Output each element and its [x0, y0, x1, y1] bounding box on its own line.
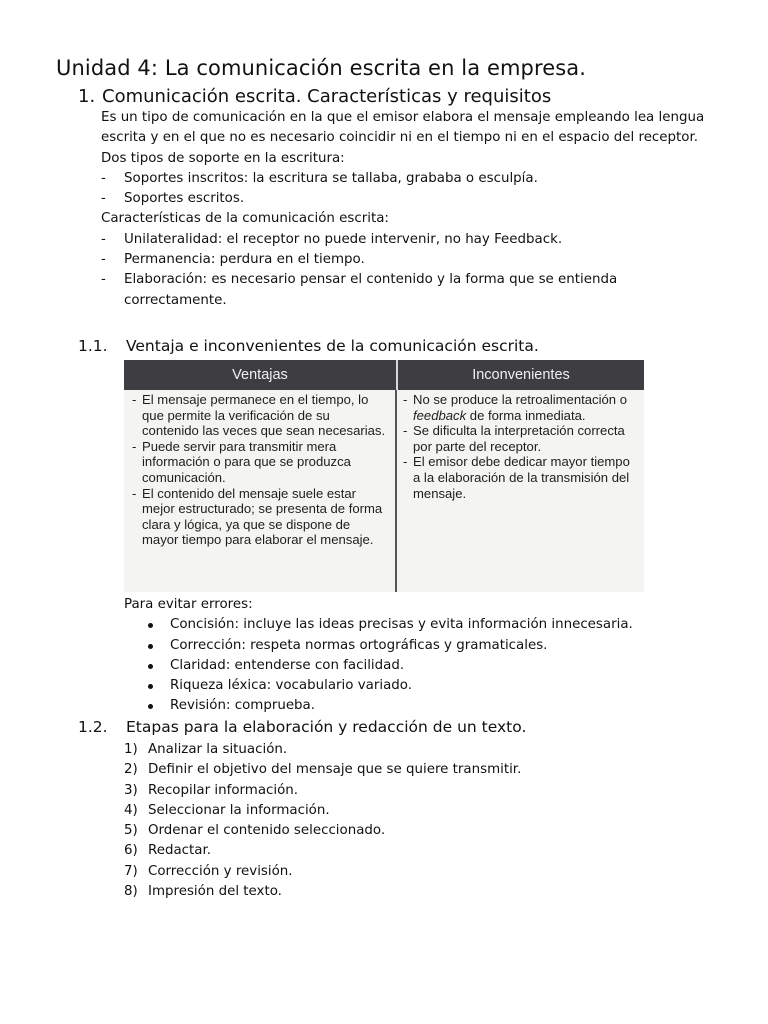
characteristics-label: Características de la comunicación escrita: [101, 211, 389, 227]
section-1-heading [78, 86, 551, 107]
table-divider [395, 390, 397, 592]
avoid-errors-item: Revisión: comprueba. [124, 696, 724, 716]
step-item: 2) Definir el objetivo del mensaje que se quiere transmitir. [124, 762, 522, 778]
ventaja-item: - El contenido del mensaje suele estar mejor estructurado; se presenta de forma clara y lógica, ya que se dispone de mayor tiempo para elaborar el mensaje. [132, 485, 383, 548]
characteristics-item: - Unilateralidad: el receptor no puede intervenir, no hay Feedback. [101, 230, 721, 250]
steps-block [124, 740, 724, 902]
supports-list [101, 169, 721, 210]
inconvenientes-column [403, 392, 639, 501]
inconveniente-item: - Se dificulta la interpretación correcta por parte del receptor. [403, 423, 625, 454]
step-item: 6) Redactar. [124, 843, 211, 859]
inconveniente-item: - No se produce la retroalimentación o feedback de forma inmediata. [403, 392, 627, 423]
avoid-errors-item: Riqueza léxica: vocabulario variado. [124, 676, 724, 696]
supports-item: - Soportes inscritos: la escritura se tallaba, grababa o esculpía. [101, 169, 721, 189]
characteristics-list [101, 230, 721, 311]
advantages-table-image [124, 360, 644, 592]
step-item: 5) Ordenar el contenido seleccionado. [124, 823, 386, 839]
section-1-body [101, 108, 721, 311]
avoid-errors-block [124, 595, 724, 717]
section-1-intro: Es un tipo de comunicación en la que el emisor elabora el mensaje empleando lea lengua escrita y en el que no es necesario coincidir ni en el tiempo ni en el espacio del receptor. [101, 110, 705, 146]
supports-item: - Soportes escritos. [101, 189, 721, 209]
supports-label: Dos tipos de soporte en la escritura: [101, 150, 345, 166]
section-1-2-title: Etapas para la elaboración y redacción de un texto. [126, 718, 527, 736]
header-ventajas: Ventajas [124, 360, 398, 390]
ventajas-column [132, 392, 387, 548]
ventaja-item: - Puede servir para transmitir mera información o para que se produzca comunicación. [132, 438, 351, 485]
section-1-1-number: 1.1. [78, 337, 108, 355]
avoid-errors-list [124, 615, 724, 716]
step-item: 3) Recopilar información. [124, 782, 299, 798]
table-header [124, 360, 644, 390]
ventaja-item: - El mensaje permanece en el tiempo, lo que permite la verificación de su contenido las veces que sean necesarias. [132, 392, 386, 439]
avoid-errors-label: Para evitar errores: [124, 597, 253, 612]
step-item: 8) Impresión del texto. [124, 884, 282, 900]
section-1-title: Comunicación escrita. Características y requisitos [102, 86, 552, 107]
avoid-errors-item: Corrección: respeta normas ortográficas y gramaticales. [124, 636, 724, 656]
step-item: 4) Seleccionar la información. [124, 802, 330, 818]
avoid-errors-item: Claridad: entenderse con facilidad. [124, 656, 724, 676]
section-1-number: 1. [78, 86, 96, 107]
characteristics-item: - Elaboración: es necesario pensar el contenido y la forma que se entienda correctamente. [101, 270, 721, 311]
characteristics-item: - Permanencia: perdura en el tiempo. [101, 250, 721, 270]
avoid-errors-item: Concisión: incluye las ideas precisas y evita información innecesaria. [124, 615, 724, 635]
section-1-2-number: 1.2. [78, 718, 108, 736]
steps-list [124, 740, 724, 902]
page-title: Unidad 4: La comunicación escrita en la empresa. [56, 56, 587, 80]
section-1-2-heading [78, 718, 526, 736]
section-1-1-title: Ventaja e inconvenientes de la comunicación escrita. [126, 337, 539, 355]
header-inconvenientes: Inconvenientes [472, 367, 570, 383]
step-item: 1) Analizar la situación. [124, 742, 288, 757]
step-item: 7) Corrección y revisión. [124, 863, 293, 879]
inconveniente-item: - El emisor debe dedicar mayor tiempo a la elaboración de la transmisión del mensaje. [403, 454, 630, 501]
section-1-1-heading [78, 337, 539, 355]
